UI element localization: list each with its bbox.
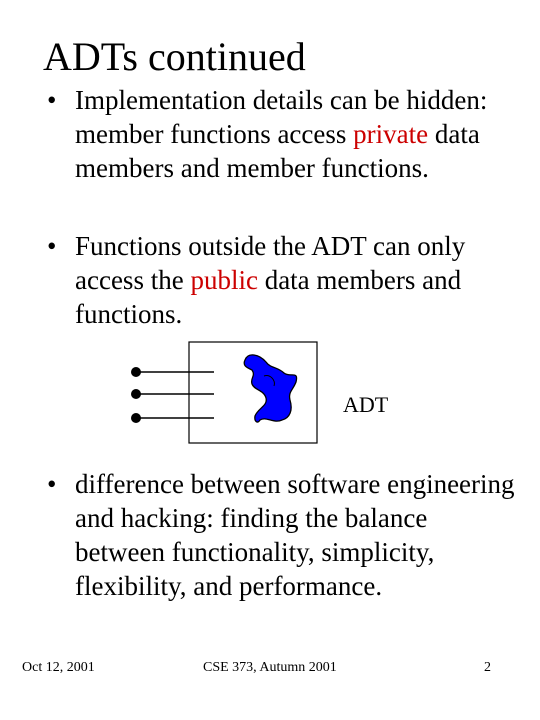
interface-point [131, 367, 141, 377]
public-keyword: public [190, 265, 258, 295]
bullet-text-part: data members and functions. [75, 265, 462, 329]
slide-title: ADTs continued [43, 34, 306, 79]
bullet-marker: • [47, 469, 57, 499]
footer-date: Oct 12, 2001 [22, 660, 95, 675]
footer-page-number: 2 [484, 660, 491, 675]
bullet-public-access [47, 229, 517, 331]
bullet-text-part: Functions outside the ADT can only access the [75, 231, 466, 295]
bullet-text-part: data members and member functions. [75, 119, 480, 183]
footer-course: CSE 373, Autumn 2001 [203, 660, 337, 675]
interface-point [131, 413, 141, 423]
bullet-marker: • [47, 231, 57, 261]
bullet-engineering-vs-hacking [47, 467, 517, 603]
bullet-text [75, 229, 517, 331]
private-keyword: private [353, 119, 429, 149]
bullet-text [75, 83, 517, 185]
bullet-implementation-hidden [47, 83, 517, 185]
adt-diagram [128, 340, 328, 446]
adt-label: ADT [343, 392, 389, 417]
bullet-text: difference between software engineering and hacking: finding the balance between functionality, simplicity, flexibility, and performance. [75, 469, 515, 601]
interface-point [131, 389, 141, 399]
bullet-marker: • [47, 85, 57, 115]
bullet-text-part: Implementation details can be hidden: member functions access [75, 85, 488, 149]
